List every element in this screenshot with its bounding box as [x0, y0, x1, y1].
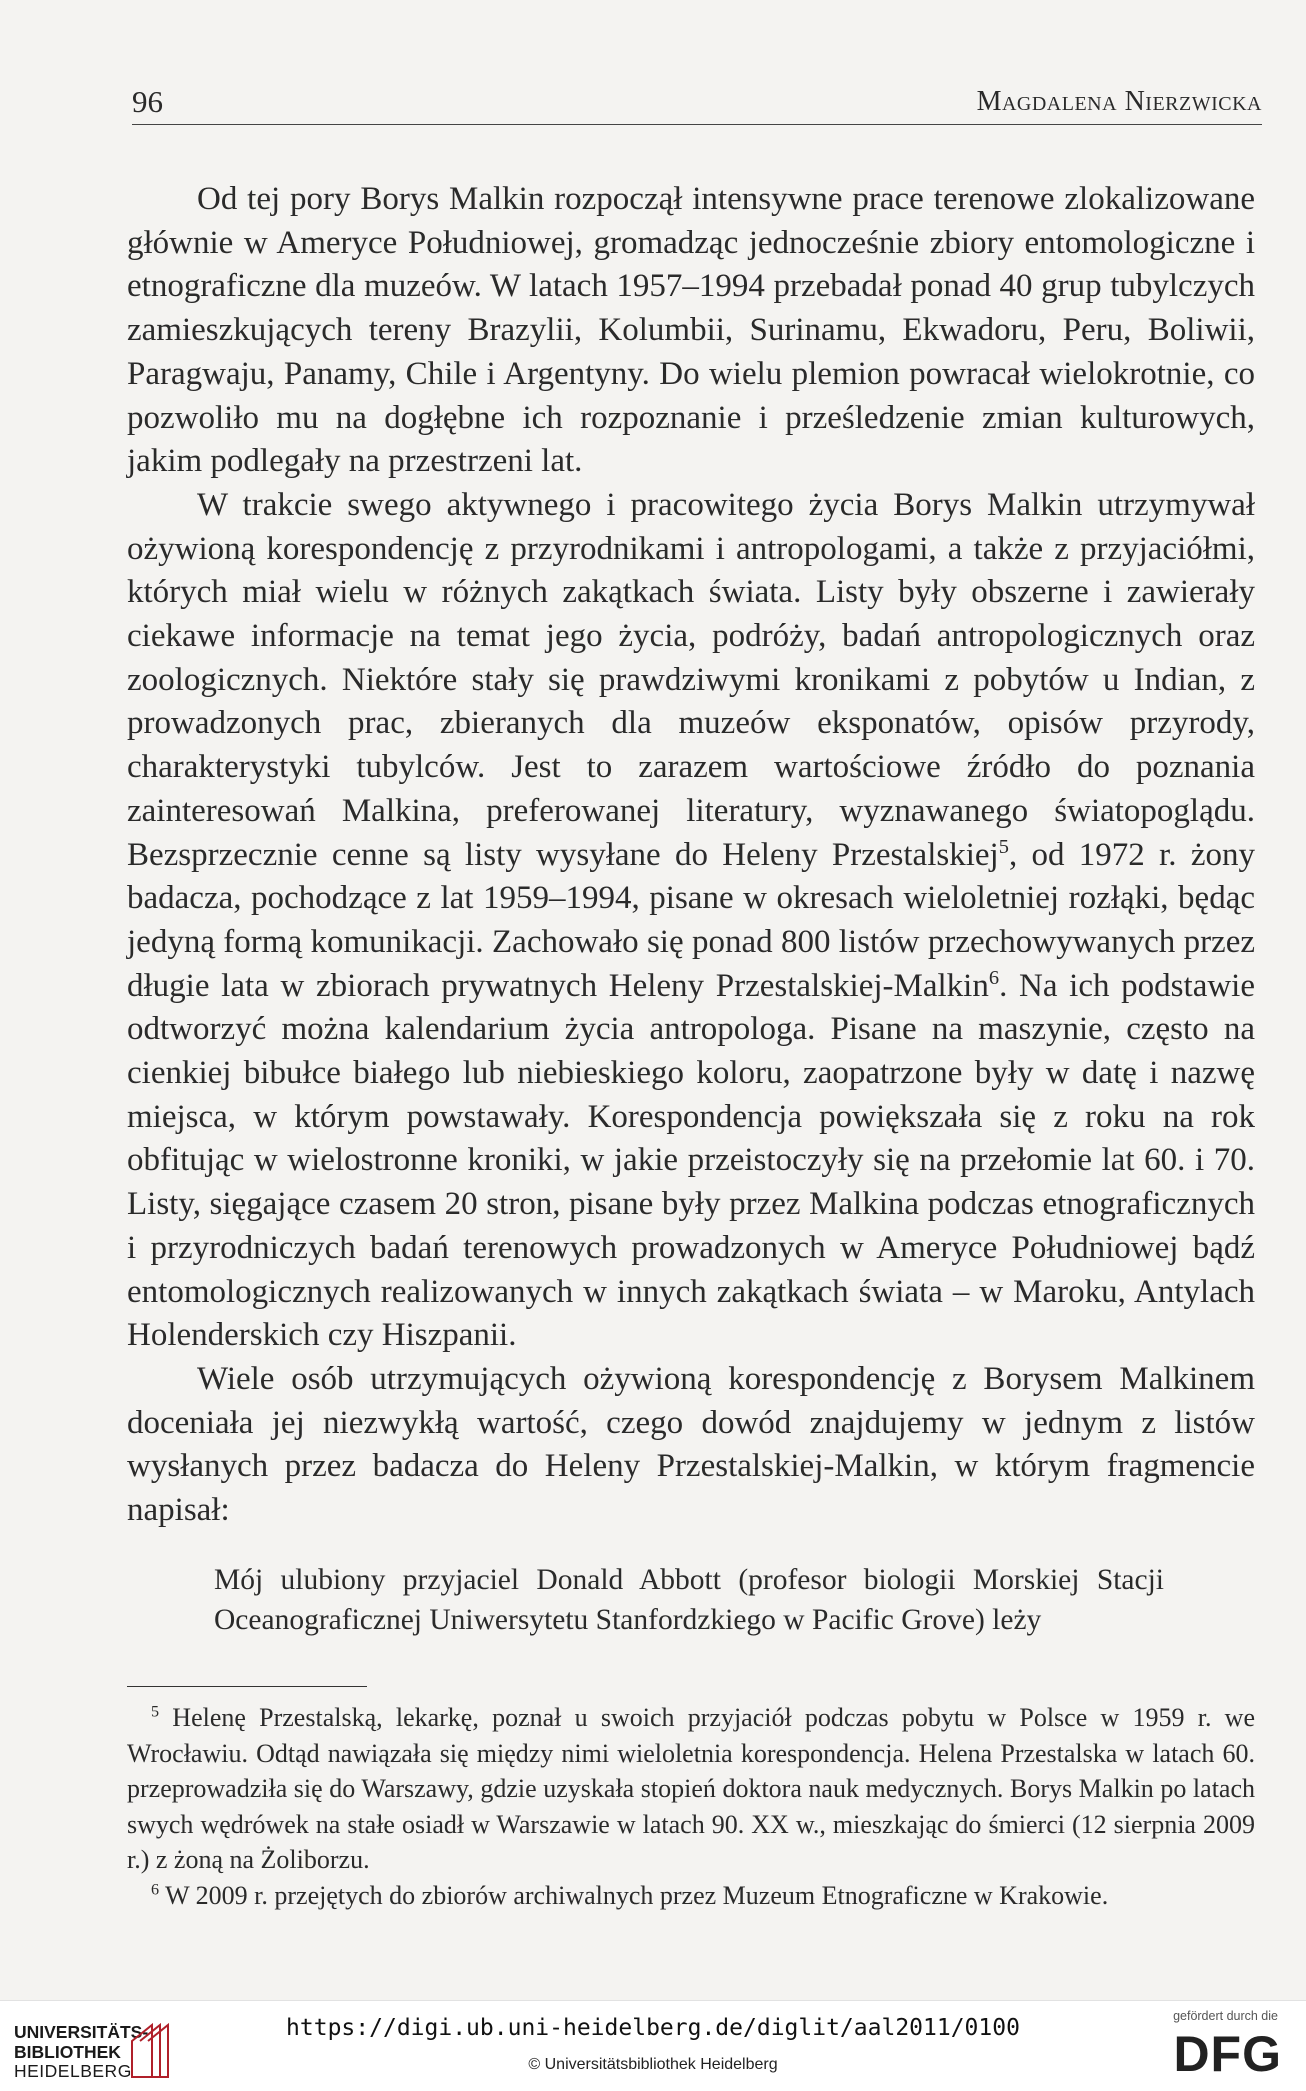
footnote-mark: 6: [151, 1880, 160, 1898]
paragraph-2-text-c: . Na ich podstawie odtworzyć można kalendarium życia antropologa. Pisane na maszynie, często na cienkiej bibułce białego lub niebieskiego koloru, zaopatrzone były w datę i nazwę miejsca, w którym powstawały. Korespondencja powiększała się z roku na rok obfitując w wielostronne kroniki, w jakie przeistoczyły się na przełomie lat 60. i 70. Listy, sięgające czasem 20 stron, pisane były przez Malkina podczas etnograficznych i przyrodniczych badań terenowych prowadzonych w Ameryce Południowej bądź entomologicznych realizowanych w innych zakątkach świata – w Maroku, Antylach Holenderskich czy Hiszpanii.: [127, 967, 1255, 1354]
paragraph-2: [127, 484, 1255, 1358]
paragraph-2-text-a: W trakcie swego aktywnego i pracowitego życia Borys Malkin utrzymywał ożywioną korespondencję z przyrodnikami i antropologami, a także z przyjaciółmi, których miał wielu w różnych zakątkach świata. Listy były obszerne i zawierały ciekawe informacje na temat jego życia, podróży, badań antropologicznych oraz zoologicznych. Niektóre stały się prawdziwymi kronikami z pobytów u Indian, z prowadzonych prac, zbieranych dla muzeów eksponatów, opisów przyrody, charakterystyki tubylców. Jest to zarazem wartościowe źródło do poznania zainteresowań Malkina, preferowanej literatury, wyznawanego światopoglądu. Bezsprzecznie cenne są listy wysyłane do Heleny Przestalskiej: [127, 486, 1255, 873]
footnote-5: [127, 1700, 1255, 1878]
block-quote: [214, 1560, 1164, 1640]
copyright-notice: © Universitätsbibliothek Heidelberg: [528, 2056, 778, 2073]
library-name-line: UNIVERSITÄTS-: [14, 2022, 149, 2042]
page-number: 96: [132, 84, 163, 119]
footnote-6: [127, 1878, 1255, 1914]
quote-text: Mój ulubiony przyjaciel Donald Abbott (profesor biologii Morskiej Stacji Oceanograficznej Uniwersytetu Stanfordzkiego w Pacific Grove) leży: [214, 1564, 1164, 1636]
footer-bar: [0, 2000, 1306, 2091]
running-title: Magdalena Nierzwicka: [976, 86, 1262, 117]
footnote-text: Helenę Przestalską, lekarkę, poznał u swoich przyjaciół podczas pobytu w Polsce w 1959 r. we Wrocławiu. Odtąd nawiązała się między nimi wieloletnia korespondencja. Helena Przestalska w latach 60. przeprowadziła się do Warszawy, gdzie uzyskała stopień doktora nauk medycznych. Borys Malkin po latach swych wędrówek na stałe osiadł w Warszawie w latach 90. XX w., mieszkając do śmierci (12 sierpnia 2009 r.) z żoną na Żoliborzu.: [127, 1703, 1255, 1874]
paragraph-1: Od tej pory Borys Malkin rozpoczął intensywne prace terenowe zlokalizowane głównie w Ameryce Południowej, gromadząc jednocześnie zbiory entomologiczne i etnograficzne dla muzeów. W latach 1957–1994 przebadał ponad 40 grup tubylczych zamieszkujących tereny Brazylii, Kolumbii, Surinamu, Ekwadoru, Peru, Boliwii, Paragwaju, Panamy, Chile i Argentyny. Do wielu plemion powracał wielokrotnie, co pozwoliło mu na dogłębne ich rozpoznanie i prześledzenie zmian kulturowych, jakim podlegały na przestrzeni lat.: [127, 181, 1255, 480]
footnote-mark: 5: [151, 1703, 160, 1721]
document-url-link[interactable]: https://digi.ub.uni-heidelberg.de/diglit/aal2011/0100: [286, 2015, 1020, 2041]
library-name-line: BIBLIOTHEK: [14, 2041, 121, 2062]
footnotes: [127, 1700, 1255, 1913]
footnote-text: W 2009 r. przejętych do zbiorów archiwalnych przez Muzeum Etnograficzne w Krakowie.: [159, 1880, 1109, 1910]
footnote-ref-5[interactable]: 5: [998, 835, 1009, 858]
paragraph-3: Wiele osób utrzymujących ożywioną korespondencję z Borysem Malkinem doceniała jej niezwykłą wartość, czego dowód znajdujemy w jednym z listów wysłanych przez badacza do Heleny Przestalskiej-Malkin, w którym fragmencie napisał:: [127, 1360, 1255, 1529]
main-text: [127, 178, 1255, 1533]
footnote-separator: [127, 1686, 367, 1687]
library-name-line: HEIDELBERG: [14, 2061, 132, 2081]
running-head: [132, 84, 1262, 125]
dfg-logo[interactable]: DFG: [1173, 2026, 1282, 2082]
footnote-ref-6[interactable]: 6: [988, 966, 1000, 989]
funding-caption: gefördert durch die: [1173, 2009, 1278, 2023]
paragraph-2-text-b: , od 1972 r. żony badacza, pochodzące z lat 1959–1994, pisane w okresach wieloletniej rozłąki, będąc jedyną formą komunikacji. Zachowało się ponad 800 listów przechowywanych przez długie lata w zbiorach prywatnych Heleny Przestalskiej-Malkin: [127, 836, 1255, 1004]
